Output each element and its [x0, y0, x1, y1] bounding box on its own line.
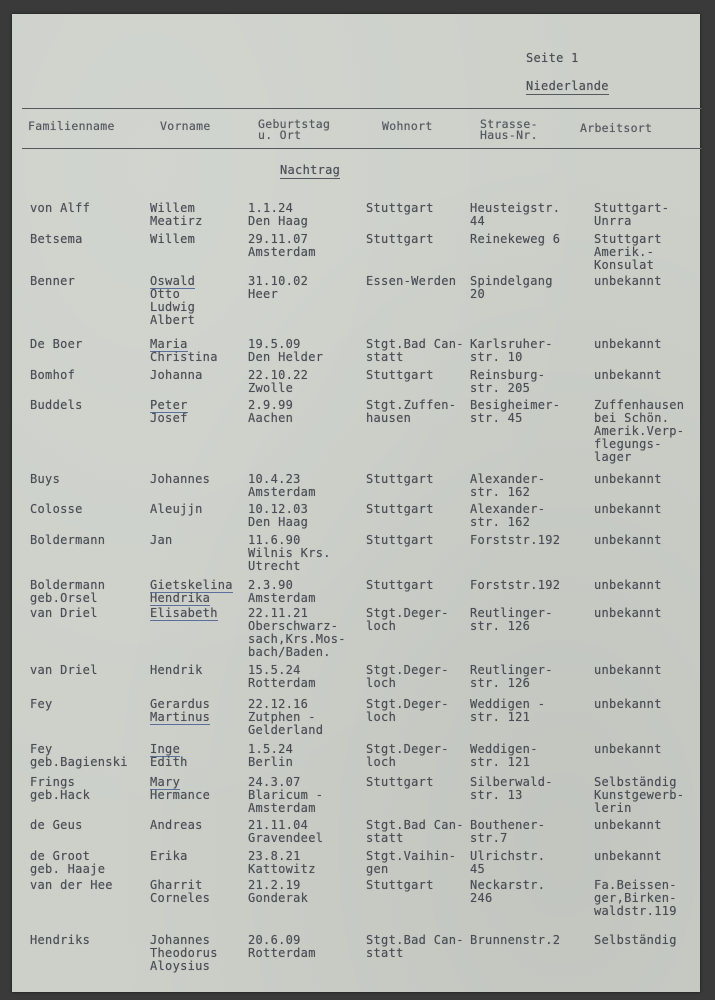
workplace-cell: Zuffenhausen: [594, 398, 685, 412]
workplace-cell: unbekannt: [594, 849, 662, 863]
first-name-cell: Peter: [150, 398, 188, 412]
street-address-cell: Bouthener-: [470, 818, 546, 832]
street-address-cell: Neckarstr.: [470, 878, 546, 892]
workplace-cell: unbekannt: [594, 606, 662, 620]
birth-date-place-cell: 21.2.19: [248, 878, 301, 892]
street-address-cell: Weddigen -: [470, 697, 546, 711]
birth-date-place-cell: Amsterdam: [248, 591, 316, 605]
street-address-cell: Ulrichstr.: [470, 849, 546, 863]
birth-date-place-cell: 29.11.07: [248, 232, 309, 246]
first-name-cell: Mary: [150, 775, 181, 789]
workplace-cell: lager: [594, 450, 632, 464]
first-name-cell: Hendrik: [150, 663, 203, 677]
workplace-cell: unbekannt: [594, 533, 662, 547]
street-address-cell: str. 13: [470, 788, 523, 802]
birth-date-place-cell: Kattowitz: [248, 862, 316, 876]
surname-cell: Betsema: [30, 232, 83, 246]
residence-cell: Stgt.Vaihin-: [366, 849, 457, 863]
residence-cell: statt: [366, 946, 404, 960]
birth-date-place-cell: Zwolle: [248, 381, 294, 395]
birth-date-place-cell: Zutphen -: [248, 710, 316, 724]
street-address-cell: Weddigen-: [470, 742, 538, 756]
residence-cell: Stuttgart: [366, 201, 434, 215]
street-address-cell: 246: [470, 891, 493, 905]
workplace-cell: unbekannt: [594, 502, 662, 516]
birth-date-place-cell: 23.8.21: [248, 849, 301, 863]
surname-cell: geb. Haaje: [30, 862, 106, 876]
first-name-cell: Ludwig: [150, 300, 196, 314]
residence-cell: Stuttgart: [366, 232, 434, 246]
workplace-cell: lerin: [594, 801, 632, 815]
residence-cell: Stgt.Zuffen-: [366, 398, 457, 412]
residence-cell: hausen: [366, 411, 412, 425]
first-name-cell: Martinus: [150, 710, 211, 724]
first-name-cell: Johannes: [150, 933, 211, 947]
residence-cell: Stuttgart: [366, 368, 434, 382]
birth-date-place-cell: Gonderak: [248, 891, 309, 905]
birth-date-place-cell: 11.6.90: [248, 533, 301, 547]
birth-date-place-cell: 2.9.99: [248, 398, 294, 412]
first-name-cell: Andreas: [150, 818, 203, 832]
street-address-cell: str. 162: [470, 485, 531, 499]
workplace-cell: flegungs-: [594, 437, 662, 451]
birth-date-place-cell: 15.5.24: [248, 663, 301, 677]
residence-cell: Stuttgart: [366, 878, 434, 892]
workplace-cell: Konsulat: [594, 258, 655, 272]
street-address-cell: str. 10: [470, 350, 523, 364]
birth-date-place-cell: 31.10.02: [248, 274, 309, 288]
street-address-cell: str.7: [470, 831, 508, 845]
birth-date-place-cell: Rotterdam: [248, 946, 316, 960]
street-address-cell: Heusteigstr.: [470, 201, 561, 215]
street-address-cell: str. 45: [470, 411, 523, 425]
birth-date-place-cell: 10.12.03: [248, 502, 309, 516]
street-address-cell: Reutlinger-: [470, 606, 553, 620]
residence-cell: loch: [366, 676, 397, 690]
residence-cell: Stgt.Deger-: [366, 742, 449, 756]
street-address-cell: str. 121: [470, 755, 531, 769]
column-header-surname: Familienname: [28, 119, 115, 133]
workplace-cell: Stuttgart: [594, 232, 662, 246]
first-name-cell: Aloysius: [150, 959, 211, 973]
workplace-cell: Amerik.Verp-: [594, 424, 685, 438]
birth-date-place-cell: 20.6.09: [248, 933, 301, 947]
residence-cell: Stgt.Bad Can-: [366, 933, 464, 947]
residence-cell: Stuttgart: [366, 533, 434, 547]
birth-date-place-cell: Den Haag: [248, 515, 309, 529]
surname-cell: Buys: [30, 472, 61, 486]
first-name-cell: Corneles: [150, 891, 211, 905]
workplace-cell: unbekannt: [594, 578, 662, 592]
birth-date-place-cell: sach,Krs.Mos-: [248, 632, 346, 646]
first-name-cell: Christina: [150, 350, 218, 364]
first-name-cell: Jan: [150, 533, 173, 547]
street-address-cell: str. 121: [470, 710, 531, 724]
column-header-street-line1: Strasse-: [480, 117, 538, 131]
birth-date-place-cell: 10.4.23: [248, 472, 301, 486]
street-address-cell: Forststr.192: [470, 578, 561, 592]
surname-cell: Fey: [30, 697, 53, 711]
surname-cell: Buddels: [30, 398, 83, 412]
street-address-cell: Brunnenstr.2: [470, 933, 561, 947]
first-name-cell: Willem: [150, 232, 196, 246]
birth-date-place-cell: Aachen: [248, 411, 294, 425]
workplace-cell: Stuttgart-: [594, 201, 670, 215]
birth-date-place-cell: Wilnis Krs.: [248, 546, 331, 560]
first-name-cell: Erika: [150, 849, 188, 863]
surname-cell: van der Hee: [30, 878, 113, 892]
first-name-cell: Edith: [150, 755, 188, 769]
surname-cell: Colosse: [30, 502, 83, 516]
birth-date-place-cell: Gelderland: [248, 723, 324, 737]
workplace-cell: unbekannt: [594, 663, 662, 677]
street-address-cell: Silberwald-: [470, 775, 553, 789]
birth-date-place-cell: Gravendeel: [248, 831, 324, 845]
birth-date-place-cell: 24.3.07: [248, 775, 301, 789]
first-name-cell: Gietskelina: [150, 578, 233, 592]
first-name-cell: Elisabeth: [150, 606, 218, 620]
street-address-cell: Besigheimer-: [470, 398, 561, 412]
page-number: Seite 1: [526, 51, 579, 65]
surname-cell: Hendriks: [30, 933, 91, 947]
street-address-cell: Alexander-: [470, 502, 546, 516]
street-address-cell: 20: [470, 287, 486, 301]
workplace-cell: Kunstgewerb-: [594, 788, 685, 802]
document-page: [12, 14, 700, 992]
residence-cell: Stuttgart: [366, 502, 434, 516]
first-name-cell: Willem: [150, 201, 196, 215]
street-address-cell: 44: [470, 214, 486, 228]
workplace-cell: waldstr.119: [594, 904, 677, 918]
workplace-cell: ger,Birken-: [594, 891, 677, 905]
residence-cell: Stgt.Deger-: [366, 663, 449, 677]
birth-date-place-cell: 1.1.24: [248, 201, 294, 215]
street-address-cell: 45: [470, 862, 486, 876]
surname-cell: Boldermann: [30, 533, 106, 547]
workplace-cell: Selbständig: [594, 775, 677, 789]
street-address-cell: Reinekeweg 6: [470, 232, 561, 246]
birth-date-place-cell: Utrecht: [248, 559, 301, 573]
residence-cell: statt: [366, 831, 404, 845]
birth-date-place-cell: 21.11.04: [248, 818, 309, 832]
birth-date-place-cell: Heer: [248, 287, 279, 301]
birth-date-place-cell: Oberschwarz-: [248, 619, 339, 633]
birth-date-place-cell: Berlin: [248, 755, 294, 769]
workplace-cell: Amerik.-: [594, 245, 655, 259]
workplace-cell: Fa.Beissen-: [594, 878, 677, 892]
first-name-cell: Albert: [150, 313, 196, 327]
section-heading: Nachtrag: [280, 163, 341, 177]
birth-date-place-cell: Rotterdam: [248, 676, 316, 690]
surname-cell: von Alff: [30, 201, 91, 215]
first-name-cell: Inge: [150, 742, 181, 756]
birth-date-place-cell: Den Haag: [248, 214, 309, 228]
birth-date-place-cell: 2.3.90: [248, 578, 294, 592]
first-name-cell: Meatirz: [150, 214, 203, 228]
first-name-cell: Otto: [150, 287, 181, 301]
birth-date-place-cell: 1.5.24: [248, 742, 294, 756]
surname-cell: de Geus: [30, 818, 83, 832]
workplace-cell: Selbständig: [594, 933, 677, 947]
residence-cell: loch: [366, 619, 397, 633]
header-top-rule: [22, 108, 702, 109]
workplace-cell: unbekannt: [594, 274, 662, 288]
residence-cell: gen: [366, 862, 389, 876]
surname-cell: Boldermann: [30, 578, 106, 592]
birth-date-place-cell: Den Helder: [248, 350, 324, 364]
birth-date-place-cell: Amsterdam: [248, 245, 316, 259]
surname-cell: van Driel: [30, 663, 98, 677]
residence-cell: Stuttgart: [366, 472, 434, 486]
first-name-cell: Gharrit: [150, 878, 203, 892]
birth-date-place-cell: 22.10.22: [248, 368, 309, 382]
street-address-cell: Forststr.192: [470, 533, 561, 547]
workplace-cell: unbekannt: [594, 742, 662, 756]
column-header-street-line2: Haus-Nr.: [480, 128, 538, 142]
first-name-cell: Aleujjn: [150, 502, 203, 516]
first-name-cell: Oswald: [150, 274, 196, 288]
birth-date-place-cell: 19.5.09: [248, 337, 301, 351]
residence-cell: loch: [366, 710, 397, 724]
country-heading: Niederlande: [526, 79, 609, 93]
first-name-cell: Hendrika: [150, 591, 211, 605]
workplace-cell: unbekannt: [594, 472, 662, 486]
residence-cell: Stgt.Bad Can-: [366, 818, 464, 832]
workplace-cell: unbekannt: [594, 337, 662, 351]
surname-cell: Frings: [30, 775, 76, 789]
residence-cell: Stgt.Bad Can-: [366, 337, 464, 351]
column-header-birth-line2: u. Ort: [258, 128, 302, 142]
first-name-cell: Hermance: [150, 788, 211, 802]
birth-date-place-cell: Amsterdam: [248, 485, 316, 499]
column-header-residence: Wohnort: [382, 119, 433, 133]
street-address-cell: str. 162: [470, 515, 531, 529]
residence-cell: Stgt.Deger-: [366, 697, 449, 711]
street-address-cell: Alexander-: [470, 472, 546, 486]
residence-cell: statt: [366, 350, 404, 364]
surname-cell: geb.Bagienski: [30, 755, 128, 769]
street-address-cell: Karlsruher-: [470, 337, 553, 351]
header-bottom-rule: [22, 148, 702, 149]
surname-cell: De Boer: [30, 337, 83, 351]
surname-cell: geb.Orsel: [30, 591, 98, 605]
birth-date-place-cell: 22.12.16: [248, 697, 309, 711]
workplace-cell: Unrra: [594, 214, 632, 228]
workplace-cell: unbekannt: [594, 368, 662, 382]
residence-cell: loch: [366, 755, 397, 769]
workplace-cell: unbekannt: [594, 818, 662, 832]
surname-cell: de Groot: [30, 849, 91, 863]
column-header-birth-line1: Geburtstag: [258, 117, 331, 131]
street-address-cell: Reutlinger-: [470, 663, 553, 677]
residence-cell: Stuttgart: [366, 775, 434, 789]
street-address-cell: str. 126: [470, 619, 531, 633]
surname-cell: Bomhof: [30, 368, 76, 382]
residence-cell: Stgt.Deger-: [366, 606, 449, 620]
surname-cell: geb.Hack: [30, 788, 91, 802]
first-name-cell: Theodorus: [150, 946, 218, 960]
residence-cell: Stuttgart: [366, 578, 434, 592]
surname-cell: van Driel: [30, 606, 98, 620]
birth-date-place-cell: Amsterdam: [248, 801, 316, 815]
residence-cell: Essen-Werden: [366, 274, 457, 288]
first-name-cell: Maria: [150, 337, 188, 351]
first-name-cell: Johanna: [150, 368, 203, 382]
birth-date-place-cell: 22.11.21: [248, 606, 309, 620]
first-name-cell: Josef: [150, 411, 188, 425]
birth-date-place-cell: Blaricum -: [248, 788, 324, 802]
column-header-firstname: Vorname: [160, 119, 211, 133]
first-name-cell: Gerardus: [150, 697, 211, 711]
street-address-cell: Spindelgang: [470, 274, 553, 288]
surname-cell: Benner: [30, 274, 76, 288]
surname-cell: Fey: [30, 742, 53, 756]
first-name-cell: Johannes: [150, 472, 211, 486]
street-address-cell: str. 205: [470, 381, 531, 395]
column-header-workplace: Arbeitsort: [580, 121, 653, 135]
street-address-cell: str. 126: [470, 676, 531, 690]
workplace-cell: unbekannt: [594, 697, 662, 711]
workplace-cell: bei Schön.: [594, 411, 670, 425]
birth-date-place-cell: bach/Baden.: [248, 645, 331, 659]
street-address-cell: Reinsburg-: [470, 368, 546, 382]
